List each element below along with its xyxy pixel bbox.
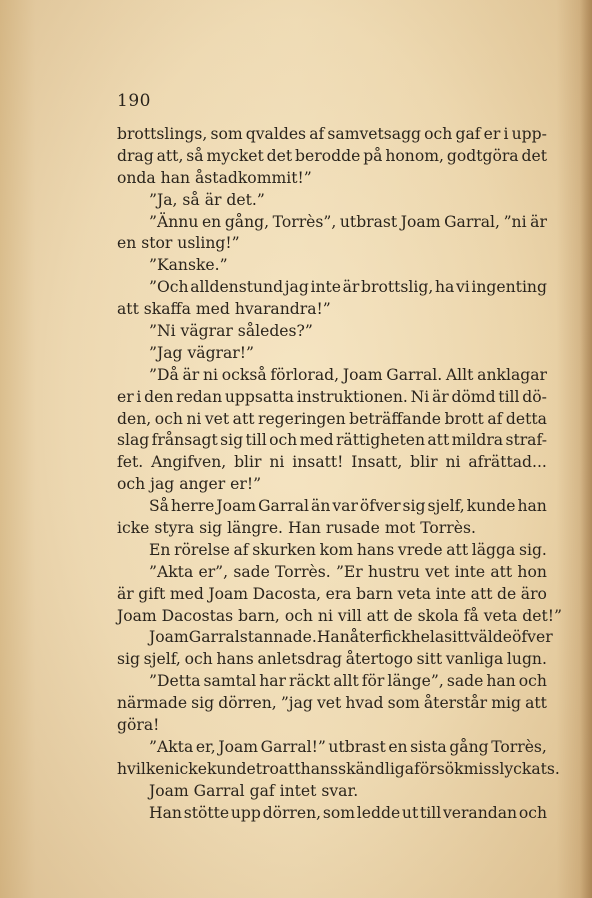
word: för bbox=[361, 672, 385, 691]
text-line bbox=[117, 737, 547, 759]
word: En bbox=[149, 540, 171, 559]
word: med bbox=[299, 431, 334, 450]
word: tro bbox=[255, 759, 279, 778]
word: Han bbox=[149, 803, 182, 822]
word: frånsagt bbox=[151, 431, 218, 450]
word: hans bbox=[216, 650, 254, 669]
word: ni bbox=[186, 409, 202, 428]
word: hvilken bbox=[117, 759, 175, 778]
word: Insatt, bbox=[351, 453, 403, 472]
word: samtal bbox=[203, 672, 257, 691]
text-line bbox=[117, 759, 560, 781]
word: mildra bbox=[451, 431, 504, 450]
word: och bbox=[518, 672, 547, 691]
word: sig bbox=[191, 694, 215, 713]
line-text: ”Ni vägrar således?” bbox=[149, 322, 313, 341]
word: er”, bbox=[198, 562, 229, 581]
word: anletsdrag bbox=[257, 650, 343, 669]
text-line bbox=[117, 496, 547, 518]
word: att, bbox=[156, 146, 184, 165]
word: qvaldes bbox=[245, 125, 307, 143]
word: sade bbox=[233, 562, 270, 581]
word: sig. bbox=[518, 540, 547, 559]
word: brottslings, bbox=[117, 125, 208, 143]
word: och bbox=[518, 803, 547, 822]
word: i bbox=[503, 125, 509, 143]
word: öfver bbox=[512, 628, 553, 647]
word: gång bbox=[449, 737, 489, 756]
word: till bbox=[498, 387, 520, 406]
word: upp bbox=[230, 803, 261, 822]
word: hela bbox=[410, 628, 445, 647]
word: en bbox=[388, 737, 408, 756]
word: närmade bbox=[117, 694, 188, 713]
text-line bbox=[117, 255, 547, 277]
word: har bbox=[259, 672, 286, 691]
word: är bbox=[117, 584, 134, 603]
word: ni bbox=[203, 365, 219, 384]
word: vet bbox=[204, 409, 230, 428]
word: vet bbox=[425, 562, 450, 581]
word: Joam bbox=[342, 365, 383, 384]
word: kunde bbox=[206, 759, 256, 778]
word: utbrast bbox=[339, 212, 398, 231]
word: hvad bbox=[345, 694, 384, 713]
word: ”jag bbox=[280, 694, 313, 713]
word: och bbox=[154, 409, 183, 428]
word: Ni bbox=[410, 387, 430, 406]
word: blir bbox=[234, 453, 262, 472]
body-text bbox=[117, 124, 562, 825]
word: Torrès”, bbox=[272, 212, 337, 231]
word: som bbox=[322, 803, 356, 822]
text-line bbox=[117, 649, 547, 671]
word: upp- bbox=[511, 125, 547, 143]
word: Joam bbox=[218, 737, 259, 756]
word: den bbox=[144, 387, 174, 406]
word: det bbox=[266, 146, 293, 165]
word: välde bbox=[469, 628, 513, 647]
word: Garral!” bbox=[260, 737, 326, 756]
word: allt bbox=[333, 672, 359, 691]
text-line bbox=[117, 124, 547, 146]
line-text: ”Kanske.” bbox=[149, 256, 228, 275]
text-line bbox=[117, 168, 547, 190]
word: ha bbox=[434, 278, 455, 297]
word: Allt bbox=[445, 365, 474, 384]
word: instruktionen. bbox=[296, 387, 408, 406]
word: blir bbox=[410, 453, 438, 472]
word: med bbox=[169, 584, 204, 603]
word: Dacosta, bbox=[252, 584, 322, 603]
text-line bbox=[117, 518, 547, 540]
word: mig bbox=[491, 694, 521, 713]
word: ingenting bbox=[471, 278, 547, 297]
text-line bbox=[117, 146, 547, 168]
word: Garral. bbox=[386, 365, 443, 384]
word: sade bbox=[446, 672, 484, 691]
word: veta bbox=[397, 584, 432, 603]
word: till bbox=[419, 803, 442, 822]
word: så bbox=[186, 146, 204, 165]
word: drag bbox=[117, 146, 154, 165]
word: hans bbox=[356, 540, 395, 559]
word: samvetsagg bbox=[327, 125, 422, 143]
word: som bbox=[387, 694, 420, 713]
line-text: att skaffa med hvarandra!” bbox=[117, 300, 331, 319]
line-text: och jag anger er!” bbox=[117, 475, 262, 494]
text-line bbox=[117, 233, 547, 255]
word: och bbox=[424, 125, 453, 143]
text-line bbox=[117, 343, 547, 365]
word: ”ni bbox=[503, 212, 527, 231]
word: hans bbox=[300, 759, 339, 778]
text-line bbox=[117, 474, 547, 496]
text-line bbox=[117, 365, 547, 387]
word: insatt! bbox=[292, 453, 344, 472]
word: Han bbox=[316, 628, 350, 647]
word: skändliga bbox=[338, 759, 415, 778]
word: sitt bbox=[444, 628, 470, 647]
word: Torrès, bbox=[491, 737, 547, 756]
text-line bbox=[117, 299, 547, 321]
word: utbrast bbox=[328, 737, 386, 756]
word: i bbox=[136, 387, 142, 406]
word: de bbox=[497, 584, 517, 603]
word: att bbox=[427, 431, 450, 450]
text-line bbox=[117, 409, 547, 431]
text-line bbox=[117, 321, 547, 343]
word: sig bbox=[220, 431, 244, 450]
text-line bbox=[117, 190, 547, 212]
word: regeringen bbox=[258, 409, 346, 428]
word: brottslig, bbox=[361, 278, 434, 297]
word: är bbox=[182, 365, 200, 384]
word: Garral bbox=[258, 497, 310, 516]
word: räckt bbox=[288, 672, 331, 691]
word: detta bbox=[505, 409, 547, 428]
word: dömd bbox=[451, 387, 496, 406]
word: och bbox=[184, 650, 213, 669]
word: alldenstund bbox=[190, 278, 284, 297]
word: lägga bbox=[471, 540, 516, 559]
word: slag bbox=[117, 431, 150, 450]
word: ”Ännu bbox=[149, 212, 199, 231]
word: sjelf, bbox=[427, 497, 465, 516]
word: också bbox=[221, 365, 267, 384]
word: att bbox=[446, 540, 469, 559]
word: sig bbox=[117, 650, 140, 669]
text-line bbox=[117, 212, 547, 234]
word: jag bbox=[284, 278, 309, 297]
word: vi bbox=[455, 278, 470, 297]
word: sjelf, bbox=[143, 650, 181, 669]
word: Joam bbox=[400, 212, 441, 231]
word: gift bbox=[138, 584, 166, 603]
word: rörelse bbox=[174, 540, 230, 559]
word: på bbox=[363, 146, 383, 165]
word: verandan bbox=[442, 803, 518, 822]
word: är bbox=[530, 212, 547, 231]
word: att bbox=[470, 584, 493, 603]
word: dörren, bbox=[218, 694, 277, 713]
page-number: 190 bbox=[117, 91, 151, 111]
word: gaf bbox=[455, 125, 481, 143]
word: lugn. bbox=[506, 650, 547, 669]
word: mycket bbox=[206, 146, 264, 165]
word: er bbox=[483, 125, 501, 143]
line-text: göra! bbox=[117, 716, 160, 735]
word: ut bbox=[401, 803, 419, 822]
word: vrede bbox=[397, 540, 443, 559]
word: dörren, bbox=[262, 803, 322, 822]
text-line bbox=[117, 562, 547, 584]
word: honom, bbox=[385, 146, 444, 165]
word: ni bbox=[269, 453, 285, 472]
word: af bbox=[233, 540, 249, 559]
word: återstår bbox=[423, 694, 488, 713]
word: förlorad, bbox=[270, 365, 340, 384]
word: Torrès. bbox=[275, 562, 331, 581]
word: till bbox=[245, 431, 267, 450]
word: sista bbox=[410, 737, 447, 756]
word: herre bbox=[170, 497, 215, 516]
page-spine-shadow bbox=[580, 0, 592, 898]
word: kom bbox=[319, 540, 354, 559]
word: ”Akta bbox=[149, 562, 194, 581]
word: er, bbox=[195, 737, 216, 756]
word: ”Och bbox=[149, 278, 189, 297]
word: och bbox=[269, 431, 298, 450]
word: återfick bbox=[349, 628, 411, 647]
word: af bbox=[487, 409, 503, 428]
word: fet. bbox=[117, 453, 144, 472]
word: brott bbox=[444, 409, 484, 428]
word: äro bbox=[520, 584, 547, 603]
text-line bbox=[117, 540, 547, 562]
word: Garral bbox=[188, 628, 240, 647]
word: godtgöra bbox=[446, 146, 519, 165]
line-text: ”Jag vägrar!” bbox=[149, 343, 254, 362]
word: straf- bbox=[505, 431, 547, 450]
word: vet bbox=[317, 694, 342, 713]
word: misslyckats. bbox=[463, 759, 560, 778]
word: barn bbox=[356, 584, 393, 603]
word: dö- bbox=[522, 387, 547, 406]
word: återtogo bbox=[345, 650, 413, 669]
word: Så bbox=[149, 497, 169, 516]
text-line bbox=[117, 715, 547, 737]
text-line bbox=[117, 452, 547, 474]
text-line bbox=[117, 803, 547, 825]
word: hustru bbox=[367, 562, 420, 581]
text-line bbox=[117, 781, 547, 803]
word: att bbox=[525, 694, 547, 713]
line-text: ”Ja, så är det.” bbox=[149, 190, 265, 209]
word: Angifven, bbox=[151, 453, 227, 472]
word: inte bbox=[310, 278, 341, 297]
word: uppsatta bbox=[224, 387, 294, 406]
word: sitt bbox=[416, 650, 443, 669]
word: att bbox=[232, 409, 255, 428]
word: vanliga bbox=[445, 650, 504, 669]
word: rättigheten bbox=[335, 431, 426, 450]
word: stötte bbox=[183, 803, 230, 822]
word: ”Detta bbox=[149, 672, 201, 691]
word: berodde bbox=[295, 146, 361, 165]
word: Joam bbox=[208, 584, 249, 603]
line-text: icke styra sig längre. Han rusade mot Torrès. bbox=[117, 519, 476, 538]
word: beträffande bbox=[349, 409, 441, 428]
word: sig bbox=[402, 497, 426, 516]
word: Joam bbox=[216, 497, 257, 516]
text-line bbox=[117, 693, 547, 715]
word: det bbox=[521, 146, 547, 165]
line-text: en stor usling!” bbox=[117, 234, 240, 253]
word: skurken bbox=[252, 540, 316, 559]
word: ”Akta bbox=[149, 737, 194, 756]
word: er bbox=[117, 387, 134, 406]
word: anklagar bbox=[477, 365, 547, 384]
word: den, bbox=[117, 409, 152, 428]
word: en bbox=[201, 212, 222, 231]
word: är bbox=[431, 387, 449, 406]
word: försök bbox=[414, 759, 464, 778]
word: han bbox=[517, 497, 547, 516]
word: som bbox=[210, 125, 243, 143]
word: inte bbox=[454, 562, 486, 581]
text-line bbox=[117, 387, 547, 409]
word: inte bbox=[435, 584, 467, 603]
text-line bbox=[117, 277, 547, 299]
text-line bbox=[117, 584, 547, 606]
word: än bbox=[311, 497, 331, 516]
word: kunde bbox=[466, 497, 516, 516]
line-text: onda han åstadkommit!” bbox=[117, 168, 312, 187]
word: icke bbox=[174, 759, 207, 778]
word: är bbox=[342, 278, 360, 297]
word: stannade. bbox=[239, 628, 317, 647]
word: era bbox=[325, 584, 352, 603]
word: ledde bbox=[356, 803, 401, 822]
text-line bbox=[117, 430, 547, 452]
word: Garral, bbox=[444, 212, 500, 231]
line-text: Joam Dacostas barn, och ni vill att de skola få veta det!” bbox=[117, 606, 562, 625]
word: ”Er bbox=[335, 562, 363, 581]
text-line bbox=[117, 606, 562, 628]
word: hon bbox=[517, 562, 547, 581]
line-text: Joam Garral gaf intet svar. bbox=[149, 781, 359, 800]
word: han bbox=[486, 672, 516, 691]
word: redan bbox=[176, 387, 223, 406]
word: afrättad... bbox=[468, 453, 547, 472]
text-line bbox=[117, 627, 553, 649]
word: af bbox=[309, 125, 325, 143]
word: var bbox=[332, 497, 358, 516]
word: länge”, bbox=[387, 672, 444, 691]
word: gång, bbox=[224, 212, 270, 231]
word: ”Då bbox=[149, 365, 179, 384]
word: öfver bbox=[359, 497, 401, 516]
word: att bbox=[490, 562, 513, 581]
word: Joam bbox=[149, 628, 189, 647]
word: att bbox=[278, 759, 301, 778]
word: ni bbox=[445, 453, 461, 472]
text-line bbox=[117, 671, 547, 693]
